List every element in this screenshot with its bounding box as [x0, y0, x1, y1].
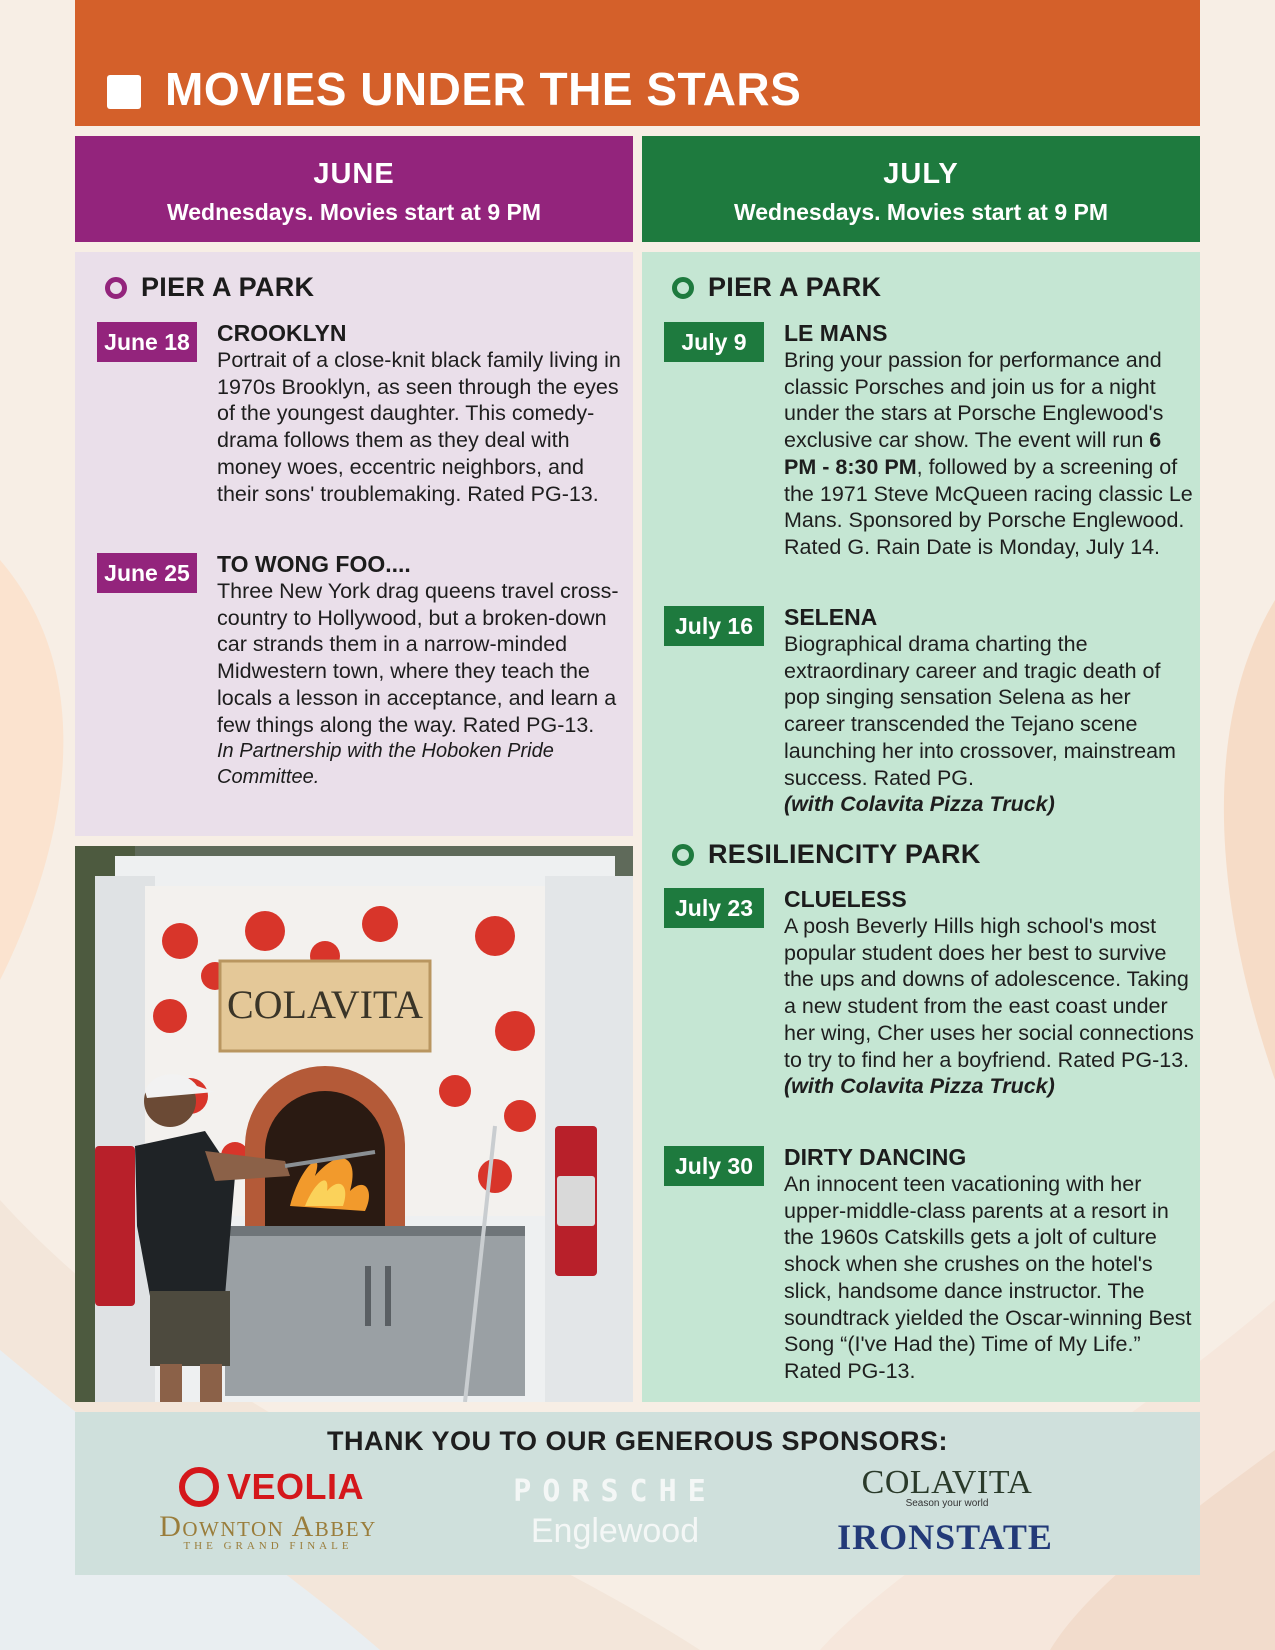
header-square-icon [107, 75, 141, 109]
june-header [75, 136, 633, 242]
june-venue [105, 272, 314, 303]
july-schedule: Wednesdays. Movies start at 9 PM [733, 199, 1109, 225]
sponsor-note: (with Colavita Pizza Truck) [784, 1074, 1055, 1099]
veolia-mark-icon [179, 1467, 219, 1507]
colavita-text: COLAVITA [861, 1464, 1033, 1501]
event-title: DIRTY DANCING [784, 1144, 967, 1170]
pizza-truck-photo [75, 846, 633, 1402]
circle-bullet-icon [105, 277, 127, 299]
july-venue-pier-a [672, 272, 881, 303]
event-title: TO WONG FOO.... [217, 551, 411, 577]
event-time: 6 PM - 8:30 PM [784, 428, 1162, 479]
june-schedule: Wednesdays. Movies start at 9 PM [166, 199, 542, 225]
event-body [217, 551, 627, 790]
july-venue-resiliencity [672, 839, 981, 870]
date-badge: June 18 [97, 322, 197, 362]
description-part: , followed by a screening of the 1971 Steve McQueen racing classic Le Mans. Sponsored by Porsche Englewood. Rated G. Rain Date is Monday, July 14. [784, 454, 1193, 559]
event-description: Portrait of a close-knit black family living in 1970s Brooklyn, as seen through the eyes of the youngest daughter. This comedy-drama follows them as they deal with money woes, eccentric neighbors, and their sons' troublemaking. Rated PG-13. [217, 348, 621, 506]
venue-name: RESILIENCITY PARK [708, 839, 981, 869]
colavita-tagline: Season your world [905, 1498, 989, 1509]
july-header [642, 136, 1200, 242]
sign-text: COLAVITA [226, 982, 424, 1027]
event-description [784, 913, 1194, 1100]
ironstate-logo: IRONSTATE [837, 1517, 1053, 1557]
event-body [217, 320, 627, 507]
venue-name: PIER A PARK [708, 272, 882, 302]
circle-bullet-icon [672, 844, 694, 866]
description-part: Bring your passion for performance and classic Porsches and join us for a night under the stars at Porsche Englewood's exclusive car show. The event will run [784, 348, 1164, 453]
event-body [784, 604, 1194, 818]
downton-abbey-logo [133, 1510, 403, 1552]
englewood-text: Englewood [530, 1512, 700, 1550]
event-description: Three New York drag queens travel cross-country to Hollywood, but a broken-down car strands them in a narrow-minded Midwestern town, where they teach the locals a lesson in acceptance, and learn a few things along the way. Rated PG-13. [217, 579, 619, 737]
event-title: LE MANS [784, 320, 888, 346]
date-badge: July 30 [664, 1146, 764, 1186]
flyer-page [75, 0, 1200, 1575]
veolia-logo [179, 1466, 364, 1508]
event-body [784, 320, 1194, 561]
event-title: CROOKLYN [217, 320, 347, 346]
sponsors-title: THANK YOU TO OUR GENEROUS SPONSORS: [326, 1426, 949, 1456]
downton-subtitle: THE GRAND FINALE [183, 1540, 353, 1552]
porsche-logo: PORSCHE [513, 1474, 717, 1509]
page-title: MOVIES UNDER THE STARS [165, 63, 802, 115]
event-description: Biographical drama charting the extraordinary career and tragic death of pop singing sensation Selena as her career transcended the Tejano scene launching her into crossover, mainstream success. Rated PG. [784, 632, 1176, 790]
partnership-note: In Partnership with the Hoboken Pride Committee. [217, 740, 554, 789]
sponsor-note: (with Colavita Pizza Truck) [784, 792, 1055, 817]
event-title: CLUELESS [784, 886, 907, 912]
veolia-text: VEOLIA [227, 1466, 365, 1507]
date-badge: July 16 [664, 606, 764, 646]
event-body [784, 886, 1194, 1100]
event-description: An innocent teen vacationing with her upper-middle-class parents at a resort in the 1960s Catskills gets a jolt of culture shock when she crushes on the hotel's slick, handsome dance instructor. The soundtrack yielded the Oscar-winning Best Song “(I've Had the) Time of My Life.” Rated PG-13. [784, 1172, 1192, 1383]
colavita-logo [827, 1464, 1067, 1509]
downton-title: Downton Abbey [159, 1510, 377, 1543]
july-panel [642, 252, 1200, 1402]
june-panel [75, 252, 633, 836]
event-title: SELENA [784, 604, 878, 630]
event-description [784, 347, 1194, 561]
date-badge: July 23 [664, 888, 764, 928]
header-banner [75, 0, 1200, 126]
event-body [784, 1144, 1194, 1385]
description-part: A posh Beverly Hills high school's most popular student does her best to survive the ups and downs of adolescence. Taking a new student from the east coast under her wing, Cher uses her social connections to try to find her a boyfriend. Rated PG-13. [784, 914, 1194, 1072]
june-month-name: JUNE [313, 158, 395, 190]
venue-name: PIER A PARK [141, 272, 315, 302]
sponsors-section [75, 1412, 1200, 1575]
date-badge: June 25 [97, 553, 197, 593]
july-month-name: JULY [883, 158, 959, 190]
circle-bullet-icon [672, 277, 694, 299]
date-badge: July 9 [664, 322, 764, 362]
